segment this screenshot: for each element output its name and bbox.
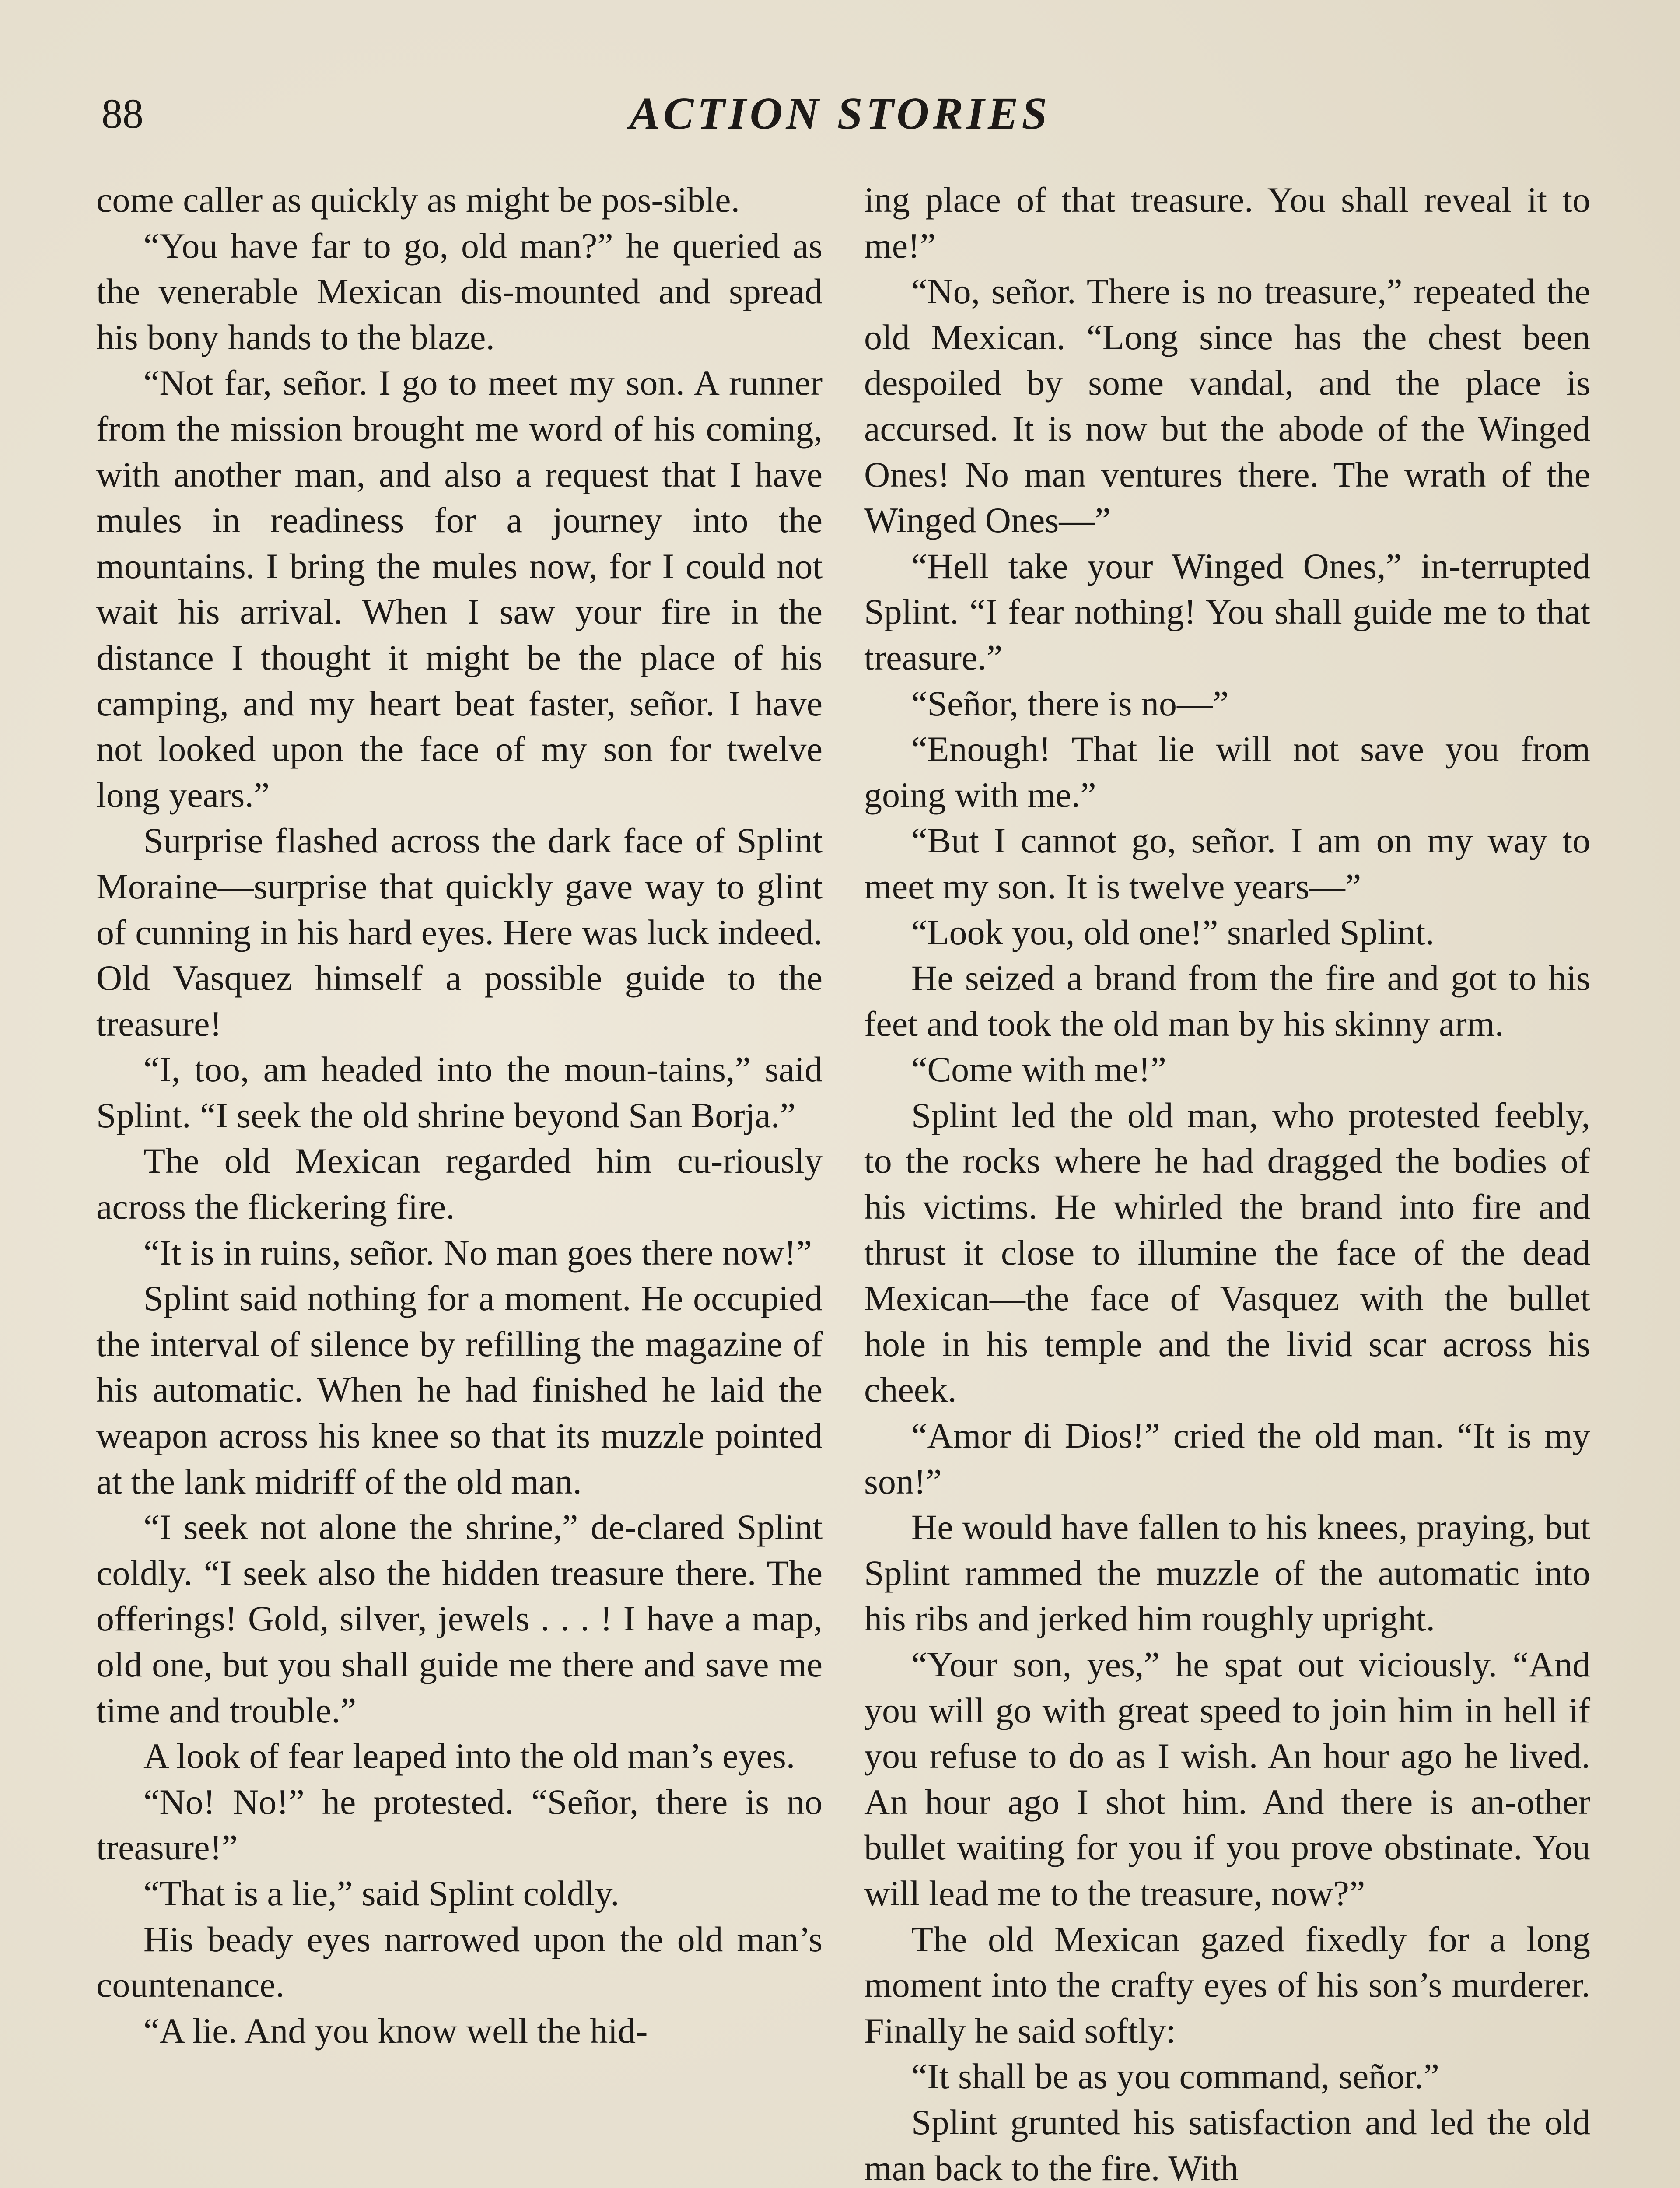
paragraph: His beady eyes narrowed upon the old man’s countenance. xyxy=(96,1919,822,2005)
paragraph: “It is in ruins, señor. No man goes there now!” xyxy=(144,1232,812,1273)
paragraph: He seized a brand from the fire and got to his feet and took the old man by his skinny arm. xyxy=(864,958,1590,1044)
paragraph: “Señor, there is no—” xyxy=(911,683,1229,723)
paragraph: The old Mexican regarded him cu-riously across the flickering fire. xyxy=(96,1141,822,1227)
right-text-column xyxy=(864,177,1590,2188)
paragraph: “Not far, señor. I go to meet my son. A runner from the mission brought me word of his coming, with another man, and also a request that I have mules in readiness for a journey into the mountains. I bring the mules now, for I could not wait his arrival. When I saw your fire in the distance I thought it might be the place of his camping, and my heart beat faster, señor. I have not looked upon the face of my son for twelve long years.” xyxy=(96,363,822,815)
paragraph: “Enough! That lie will not save you from going with me.” xyxy=(864,729,1590,815)
paragraph: “Look you, old one!” snarled Splint. xyxy=(911,912,1435,952)
paragraph: Splint said nothing for a moment. He occupied the interval of silence by refilling the magazine of his automatic. When he had finished he laid the weapon across his knee so that its muzzle pointed at the lank midriff of the old man. xyxy=(96,1278,822,1501)
page-header xyxy=(96,81,1584,147)
paragraph: ing place of that treasure. You shall reveal it to me!” xyxy=(864,180,1590,266)
running-head: ACTION STORIES xyxy=(629,88,1051,139)
paragraph: The old Mexican gazed fixedly for a long moment into the crafty eyes of his son’s murderer. Finally he said softly: xyxy=(864,1919,1590,2051)
page-number: 88 xyxy=(102,90,144,137)
paragraph: He would have fallen to his knees, praying, but Splint rammed the muzzle of the automatic into his ribs and jerked him roughly upright. xyxy=(864,1507,1590,1639)
paragraph: “A lie. And you know well the hid- xyxy=(144,2010,648,2051)
paragraph: “Come with me!” xyxy=(911,1049,1166,1090)
paragraph: A look of fear leaped into the old man’s eyes. xyxy=(144,1736,795,1776)
paragraph: Splint grunted his satisfaction and led the old man back to the fire. With xyxy=(864,2102,1590,2188)
paragraph: “It shall be as you command, señor.” xyxy=(911,2056,1439,2097)
paragraph: Surprise flashed across the dark face of Splint Moraine—surprise that quickly gave way to glint of cunning in his hard eyes. Here was luck indeed. Old Vasquez himself a possible guide to the treasure! xyxy=(96,820,822,1044)
left-text-column xyxy=(96,177,822,2054)
paragraph: “Amor di Dios!” cried the old man. “It is my son!” xyxy=(864,1416,1590,1501)
paragraph: “I, too, am headed into the moun-tains,” said Splint. “I seek the old shrine beyond San Borja.” xyxy=(96,1049,822,1135)
paragraph: “You have far to go, old man?” he queried as the venerable Mexican dis-mounted and spread his bony hands to the blaze. xyxy=(96,225,822,357)
paragraph: “Hell take your Winged Ones,” in-terrupted Splint. “I fear nothing! You shall guide me to that treasure.” xyxy=(864,546,1590,677)
paragraph: “Your son, yes,” he spat out viciously. “And you will go with great speed to join him in hell if you refuse to do as I wish. An hour ago he lived. An hour ago I shot him. And there is an-other bullet waiting for you if you prove obstinate. You will lead me to the treasure, now?” xyxy=(864,1645,1590,1913)
paragraph: “That is a lie,” said Splint coldly. xyxy=(144,1873,620,1913)
paragraph: “But I cannot go, señor. I am on my way to meet my son. It is twelve years—” xyxy=(864,820,1590,906)
paragraph: “I seek not alone the shrine,” de-clared Splint coldly. “I seek also the hidden treasure there. The offerings! Gold, silver, jewels . . . ! I have a map, old one, but you shall guide me there and save me time and trouble.” xyxy=(96,1507,822,1730)
paragraph: “No, señor. There is no treasure,” repeated the old Mexican. “Long since has the chest been despoiled by some vandal, and the place is accursed. It is now but the abode of the Winged Ones! No man ventures there. The wrath of the Winged Ones—” xyxy=(864,271,1590,540)
paragraph: “No! No!” he protested. “Señor, there is no treasure!” xyxy=(96,1781,822,1868)
paragraph: come caller as quickly as might be pos-sible. xyxy=(96,180,740,220)
paragraph: Splint led the old man, who protested feebly, to the rocks where he had dragged the bodies of his victims. He whirled the brand into fire and thrust it close to illumine the face of the dead Mexican—the face of Vasquez with the bullet hole in his temple and the livid scar across his cheek. xyxy=(864,1095,1590,1410)
